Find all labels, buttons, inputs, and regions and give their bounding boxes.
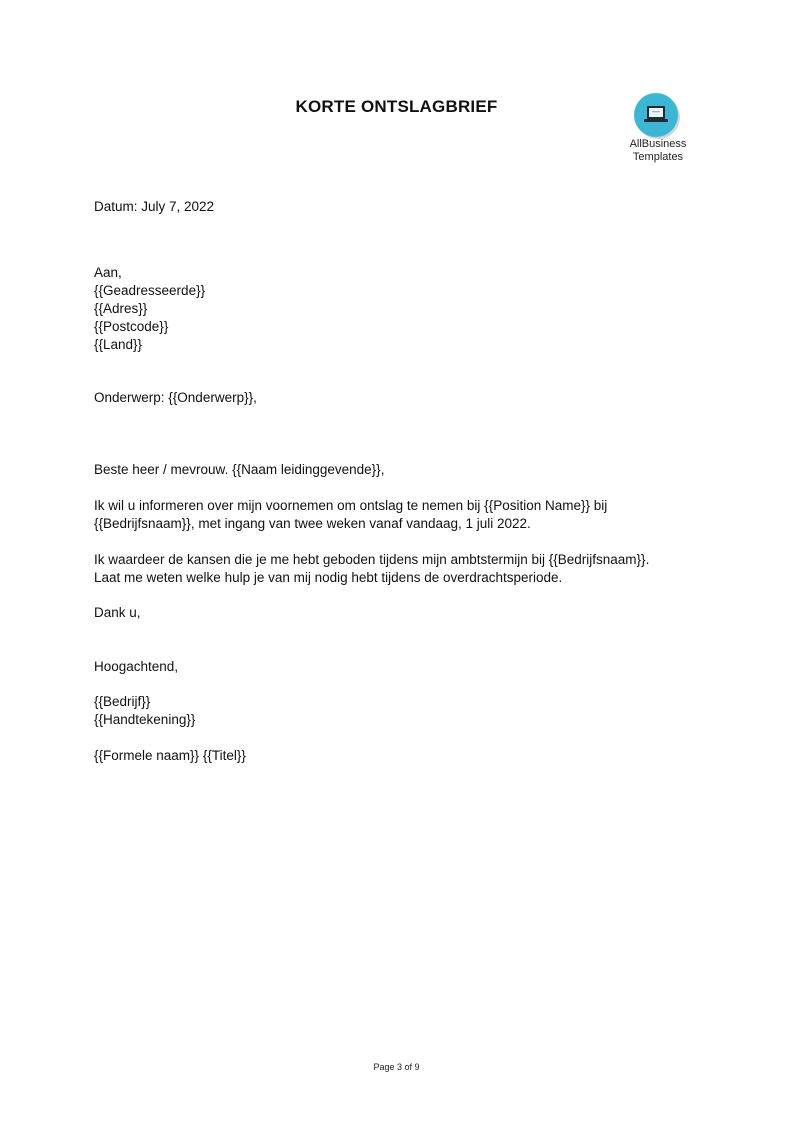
- logo-text: [618, 138, 698, 164]
- recipient-greeting: Aan,: [94, 265, 122, 280]
- name-title-line: {{Formele naam}} {{Titel}}: [94, 748, 246, 763]
- salutation-line: Beste heer / mevrouw. {{Naam leidinggevende}},: [94, 462, 385, 477]
- document-title: KORTE ONTSLAGBRIEF: [295, 97, 498, 116]
- paragraph2-line1: Ik waardeer de kansen die je me hebt geboden tijdens mijn ambtstermijn bij {{Bedrijfsnaam}}.: [94, 552, 650, 567]
- recipient-country: {{Land}}: [94, 337, 143, 352]
- paragraph1-line2: {{Bedrijfsnaam}}, met ingang van twee weken vanaf vandaag, 1 juli 2022.: [94, 516, 531, 531]
- closing-line: Hoogachtend,: [94, 659, 179, 674]
- company-logo: [618, 93, 698, 165]
- recipient-addressee: {{Geadresseerde}}: [94, 283, 206, 298]
- date-line: Datum: July 7, 2022: [94, 199, 215, 214]
- recipient-postcode: {{Postcode}}: [94, 319, 169, 334]
- thanks-line: Dank u,: [94, 605, 141, 620]
- signature-line: {{Handtekening}}: [94, 712, 196, 727]
- paragraph2-line2: Laat me weten welke hulp je van mij nodig hebt tijdens de overdrachtsperiode.: [94, 570, 563, 585]
- logo-text-line2: Templates: [632, 151, 684, 163]
- logo-circle: [634, 93, 678, 137]
- logo-text-line1: AllBusiness: [629, 138, 687, 150]
- subject-line: Onderwerp: {{Onderwerp}},: [94, 390, 257, 405]
- page-footer: Page 3 of 9: [373, 1062, 420, 1072]
- company-line: {{Bedrijf}}: [94, 694, 151, 709]
- paragraph1-line1: Ik wil u informeren over mijn voornemen om ontslag te nemen bij {{Position Name}} bij: [94, 498, 608, 513]
- laptop-icon: [643, 104, 669, 126]
- recipient-address: {{Adres}}: [94, 301, 148, 316]
